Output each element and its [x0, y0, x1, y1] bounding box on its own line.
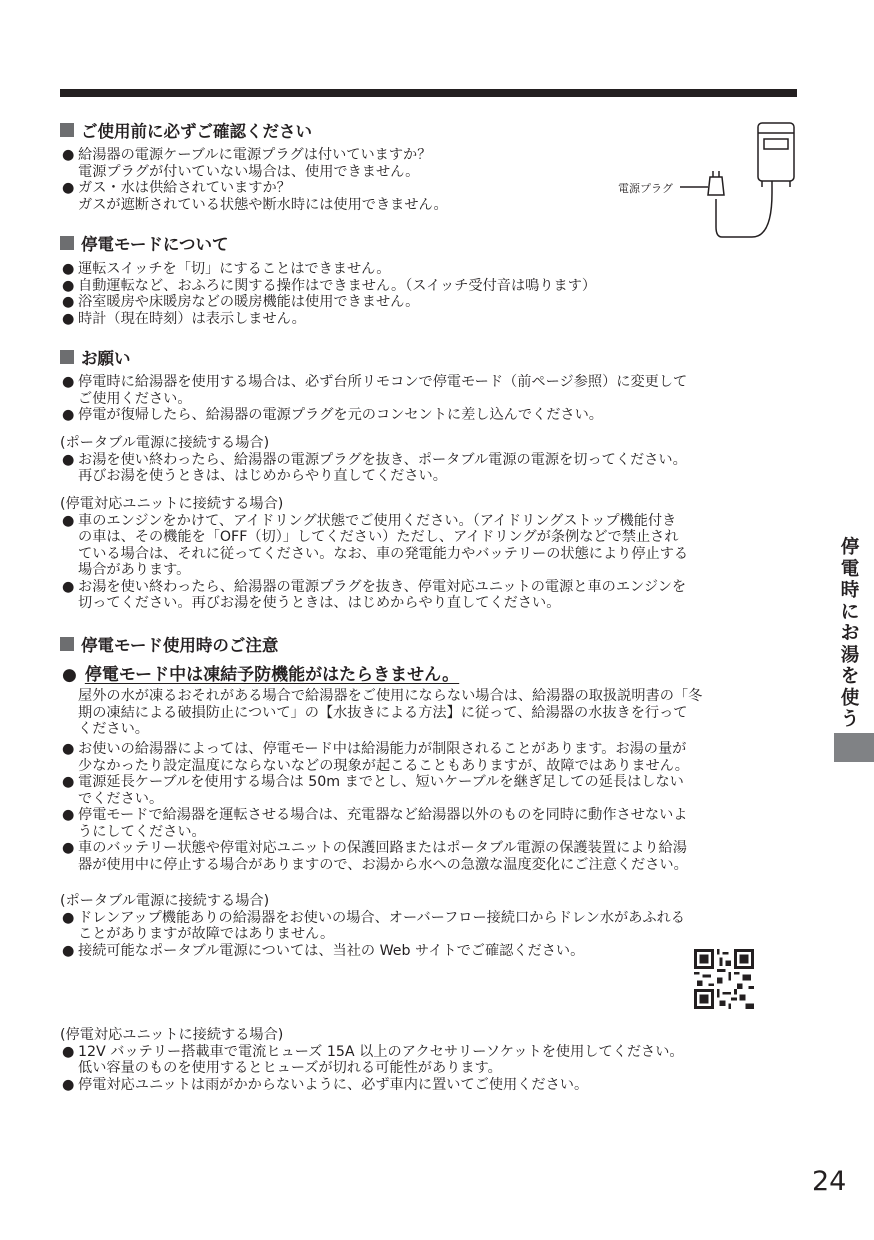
heading-square-icon	[60, 637, 74, 651]
list-item: ● 接続可能なポータブル電源については、当社の Web サイトでご確認ください。	[62, 942, 585, 959]
list-item: ● 停電モードで給湯器を運転させる場合は、充電器など給湯器以外のものを同時に動作させないよ	[62, 807, 688, 823]
list-item: ● お湯を使い終わったら、給湯器の電源プラグを抜き、停電対応ユニットの電源と車のエンジンを	[62, 578, 687, 595]
freeze-warning-desc: 屋外の水が凍るおそれがある場合で給湯器をご使用にならない場合は、給湯器の取扱説明書の「冬 期の凍結による破損防止について」の【水抜きによる方法】に従って、給湯器の水抜きを行って ください。	[78, 688, 703, 737]
list-item: ● お湯を使い終わったら、給湯器の電源プラグを抜き、ポータブル電源の電源を切ってください。	[62, 451, 687, 468]
power-unit-block-2: (停電対応ユニットに接続する場合) ● 12V バッテリー搭載車で電流ヒューズ 15A 以上のアクセサリーソケットを使用してください。 低い容量のものを使用するとヒューズが切れる可能性があります。 ● 停電対応ユニットは雨がかからないように、必ず車内に置いてご使用ください。	[60, 1027, 684, 1093]
freeze-warning: ● 停電モード中は凍結予防機能がはたらきません。	[62, 665, 460, 685]
section-heading-cautions	[60, 632, 278, 656]
power-unit-note: (停電対応ユニットに接続する場合)	[60, 1027, 284, 1043]
list-item: ● 車のエンジンをかけて、アイドリング状態でご使用ください。（アイドリングストップ機能付き	[62, 512, 677, 529]
list-item: ● ガス・水は供給されていますか？	[62, 180, 291, 196]
section-heading-request	[60, 345, 131, 369]
power-unit-note: (停電対応ユニットに接続する場合)	[60, 496, 284, 512]
list-item: ● 停電対応ユニットは雨がかからないように、必ず車内に置いてご使用ください。	[62, 1076, 589, 1093]
list-item: ● 12V バッテリー搭載車で電流ヒューズ 15A 以上のアクセサリーソケットを使用してください。	[62, 1043, 684, 1060]
section-title: 停電モードについて	[81, 235, 229, 254]
list-item: ● 自動運転など、おふろに関する操作はできません。（スイッチ受付音は鳴ります）	[62, 277, 597, 294]
heading-square-icon	[60, 123, 74, 137]
list-item: ● お使いの給湯器によっては、停電モード中は給湯能力が制限されることがあります。お湯の量が	[62, 741, 687, 757]
portable-power-note: (ポータブル電源に接続する場合)	[60, 435, 270, 451]
cautions-list: ● お使いの給湯器によっては、停電モード中は給湯能力が制限されることがあります。お湯の量が 少なかったり設定温度にならないなどの現象が起こることもありますが、故障ではありません。 ● 電源延長ケーブルを使用する場合は 50m までとし、短いケーブルを継ぎ足しての延長はしない でください。 ● 停電モードで給湯器を運転させる場合は、充電器など給湯器以外のものを同時に動作させないよ うにしてください。 ● 車のバッテリー状態や停電対応ユニットの保護回路またはポータブル電源の保護装置により給湯 器が使用中に停止する場合がありますので、お湯から水への急激な温度変化にご注意ください。	[62, 741, 689, 873]
list-item: ● 車のバッテリー状態や停電対応ユニットの保護回路またはポータブル電源の保護装置により給湯	[62, 840, 687, 856]
chapter-tab-marker	[834, 733, 874, 762]
before-use-list: ● 給湯器の電源ケーブルに電源プラグは付いていますか？ 電源プラグが付いていない場合は、使用できません。 ● ガス・水は供給されていますか？ ガスが遮断されている状態や断水時には使用できません。	[62, 147, 448, 213]
list-item: ● 時計（現在時刻）は表示しません。	[62, 310, 306, 327]
portable-power-block-2: (ポータブル電源に接続する場合) ● ドレンアップ機能ありの給湯器をお使いの場合、オーバーフロー接続口からドレン水があふれる ことがありますが故障ではありません。 ● 接続可能なポータブル電源については、当社の Web サイトでご確認ください。	[60, 893, 685, 959]
power-plug-label: 電源プラグ	[618, 182, 673, 195]
list-item: ● 停電時に給湯器を使用する場合は、必ず台所リモコンで停電モード（前ページ参照）に変更して	[62, 374, 688, 390]
qr-code[interactable]	[694, 949, 754, 1009]
list-item: ● 運転スイッチを「切」にすることはできません。	[62, 261, 391, 277]
list-item: ● ドレンアップ機能ありの給湯器をお使いの場合、オーバーフロー接続口からドレン水があふれる	[62, 909, 685, 926]
heading-square-icon	[60, 350, 74, 364]
list-item: ● 電源延長ケーブルを使用する場合は 50m までとし、短いケーブルを継ぎ足しての延長はしない	[62, 774, 684, 790]
list-item: ● 浴室暖房や床暖房などの暖房機能は使用できません。	[62, 294, 420, 310]
request-list: ● 停電時に給湯器を使用する場合は、必ず台所リモコンで停電モード（前ページ参照）に変更して ご使用ください。 ● 停電が復帰したら、給湯器の電源プラグを元のコンセントに差し込んでください。	[62, 374, 688, 423]
section-title: ご使用前に必ずご確認ください	[81, 122, 312, 141]
heading-square-icon	[60, 236, 74, 250]
portable-power-note: (ポータブル電源に接続する場合)	[60, 893, 270, 909]
list-item: ● 給湯器の電源ケーブルに電源プラグは付いていますか？	[62, 147, 432, 163]
section-title: お願い	[81, 349, 131, 368]
top-rule	[60, 89, 797, 97]
freeze-warning-text: 停電モード中は凍結予防機能がはたらきません。	[84, 665, 460, 685]
section-heading-before-use	[60, 118, 312, 142]
section-title: 停電モード使用時のご注意	[81, 636, 279, 655]
section-heading-blackout-mode	[60, 231, 229, 255]
page-number: 24	[812, 1166, 847, 1197]
portable-power-block: (ポータブル電源に接続する場合) ● お湯を使い終わったら、給湯器の電源プラグを抜き、ポータブル電源の電源を切ってください。 再びお湯を使うときは、はじめからやり直してください。	[60, 435, 687, 484]
power-unit-block: (停電対応ユニットに接続する場合) ● 車のエンジンをかけて、アイドリング状態でご使用ください。（アイドリングストップ機能付き の車は、その機能を「OFF（切）」してください）ただし、アイドリングが条例などで禁止され ている場合は、それに従ってください。なお、車の発電能力やバッテリーの状態により停止する 場合があります。 ● お湯を使い終わったら、給湯器の電源プラグを抜き、停電対応ユニットの電源と車のエンジンを 切ってください。再びお湯を使うときは、はじめからやり直してください。	[60, 496, 689, 611]
blackout-mode-list	[60, 261, 596, 327]
list-item: ● 停電が復帰したら、給湯器の電源プラグを元のコンセントに差し込んでください。	[62, 407, 603, 423]
chapter-side-tab: 停 電 時 に お 湯 を 使 う	[840, 537, 860, 730]
